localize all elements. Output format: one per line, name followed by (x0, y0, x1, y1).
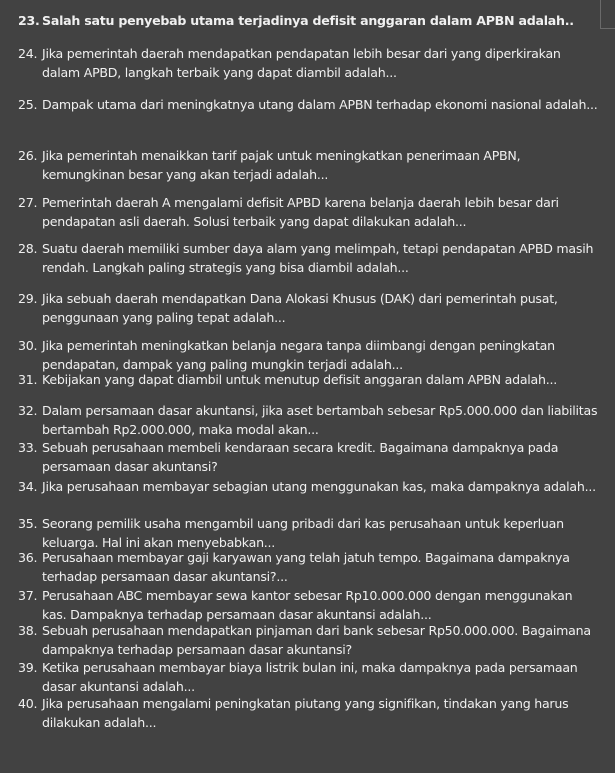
question-text: Perusahaan membayar gaji karyawan yang telah jatuh tempo. Bagaimana dampaknya terhadap persamaan dasar akuntansi?... (42, 550, 570, 584)
question-text: Jika pemerintah menaikkan tarif pajak untuk meningkatkan penerimaan APBN, kemungkinan besar yang akan terjadi adalah... (42, 148, 521, 182)
question-number: 31. (18, 372, 38, 387)
question-37 (18, 587, 598, 624)
question-text: Dampak utama dari meningkatnya utang dalam APBN terhadap ekonomi nasional adalah... (42, 97, 598, 112)
question-number: 28. (18, 241, 38, 256)
question-40 (18, 695, 598, 732)
question-text: Jika perusahaan membayar sebagian utang menggunakan kas, maka dampaknya adalah... (42, 479, 596, 494)
question-23 (18, 12, 598, 31)
question-29 (18, 290, 598, 327)
question-number: 38. (18, 623, 38, 638)
question-number: 30. (18, 338, 38, 353)
question-number: 32. (18, 403, 38, 418)
question-28 (18, 240, 598, 277)
question-text: Salah satu penyebab utama terjadinya defisit anggaran dalam APBN adalah.. (42, 13, 574, 28)
page-edge-mark (600, 0, 615, 29)
question-25 (18, 96, 598, 115)
question-number: 29. (18, 291, 38, 306)
question-number: 23. (18, 13, 40, 28)
question-number: 39. (18, 660, 38, 675)
question-number: 37. (18, 588, 38, 603)
question-36 (18, 549, 598, 586)
question-number: 24. (18, 46, 38, 61)
question-39 (18, 659, 598, 696)
question-31 (18, 371, 598, 390)
question-text: Sebuah perusahaan mendapatkan pinjaman dari bank sebesar Rp50.000.000. Bagaimana dampaknya terhadap persamaan dasar akuntansi? (42, 623, 591, 657)
question-27 (18, 194, 598, 231)
question-text: Suatu daerah memiliki sumber daya alam yang melimpah, tetapi pendapatan APBD masih rendah. Langkah paling strategis yang bisa diambil adalah... (42, 241, 594, 275)
question-text: Jika perusahaan mengalami peningkatan piutang yang signifikan, tindakan yang harus dilakukan adalah... (42, 696, 569, 730)
question-number: 34. (18, 479, 38, 494)
question-38 (18, 622, 598, 659)
question-number: 36. (18, 550, 38, 565)
question-number: 33. (18, 440, 38, 455)
question-text: Dalam persamaan dasar akuntansi, jika aset bertambah sebesar Rp5.000.000 dan liabilitas bertambah Rp2.000.000, maka modal akan... (42, 403, 598, 437)
question-text: Jika pemerintah meningkatkan belanja negara tanpa diimbangi dengan peningkatan pendapatan, dampak yang paling mungkin terjadi adalah... (42, 338, 555, 372)
question-number: 35. (18, 516, 38, 531)
question-26 (18, 147, 598, 184)
question-text: Perusahaan ABC membayar sewa kantor sebesar Rp10.000.000 dengan menggunakan kas. Dampaknya terhadap persamaan dasar akuntansi adalah... (42, 588, 573, 622)
question-number: 26. (18, 148, 38, 163)
question-text: Jika sebuah daerah mendapatkan Dana Alokasi Khusus (DAK) dari pemerintah pusat, penggunaan yang paling tepat adalah... (42, 291, 558, 325)
question-24 (18, 45, 598, 82)
question-text: Pemerintah daerah A mengalami defisit APBD karena belanja daerah lebih besar dari pendapatan asli daerah. Solusi terbaik yang dapat dilakukan adalah... (42, 195, 559, 229)
question-35 (18, 515, 598, 552)
question-34 (18, 478, 598, 497)
question-33 (18, 439, 598, 476)
question-text: Jika pemerintah daerah mendapatkan pendapatan lebih besar dari yang diperkirakan dalam APBD, langkah terbaik yang dapat diambil adalah... (42, 46, 561, 80)
question-text: Ketika perusahaan membayar biaya listrik bulan ini, maka dampaknya pada persamaan dasar akuntansi adalah... (42, 660, 578, 694)
question-number: 25. (18, 97, 38, 112)
question-number: 27. (18, 195, 38, 210)
question-number: 40. (18, 696, 38, 711)
question-32 (18, 402, 598, 439)
question-text: Kebijakan yang dapat diambil untuk menutup defisit anggaran dalam APBN adalah... (42, 372, 557, 387)
question-30 (18, 337, 598, 374)
question-text: Sebuah perusahaan membeli kendaraan secara kredit. Bagaimana dampaknya pada persamaan dasar akuntansi? (42, 440, 559, 474)
question-text: Seorang pemilik usaha mengambil uang pribadi dari kas perusahaan untuk keperluan keluarga. Hal ini akan menyebabkan... (42, 516, 564, 550)
